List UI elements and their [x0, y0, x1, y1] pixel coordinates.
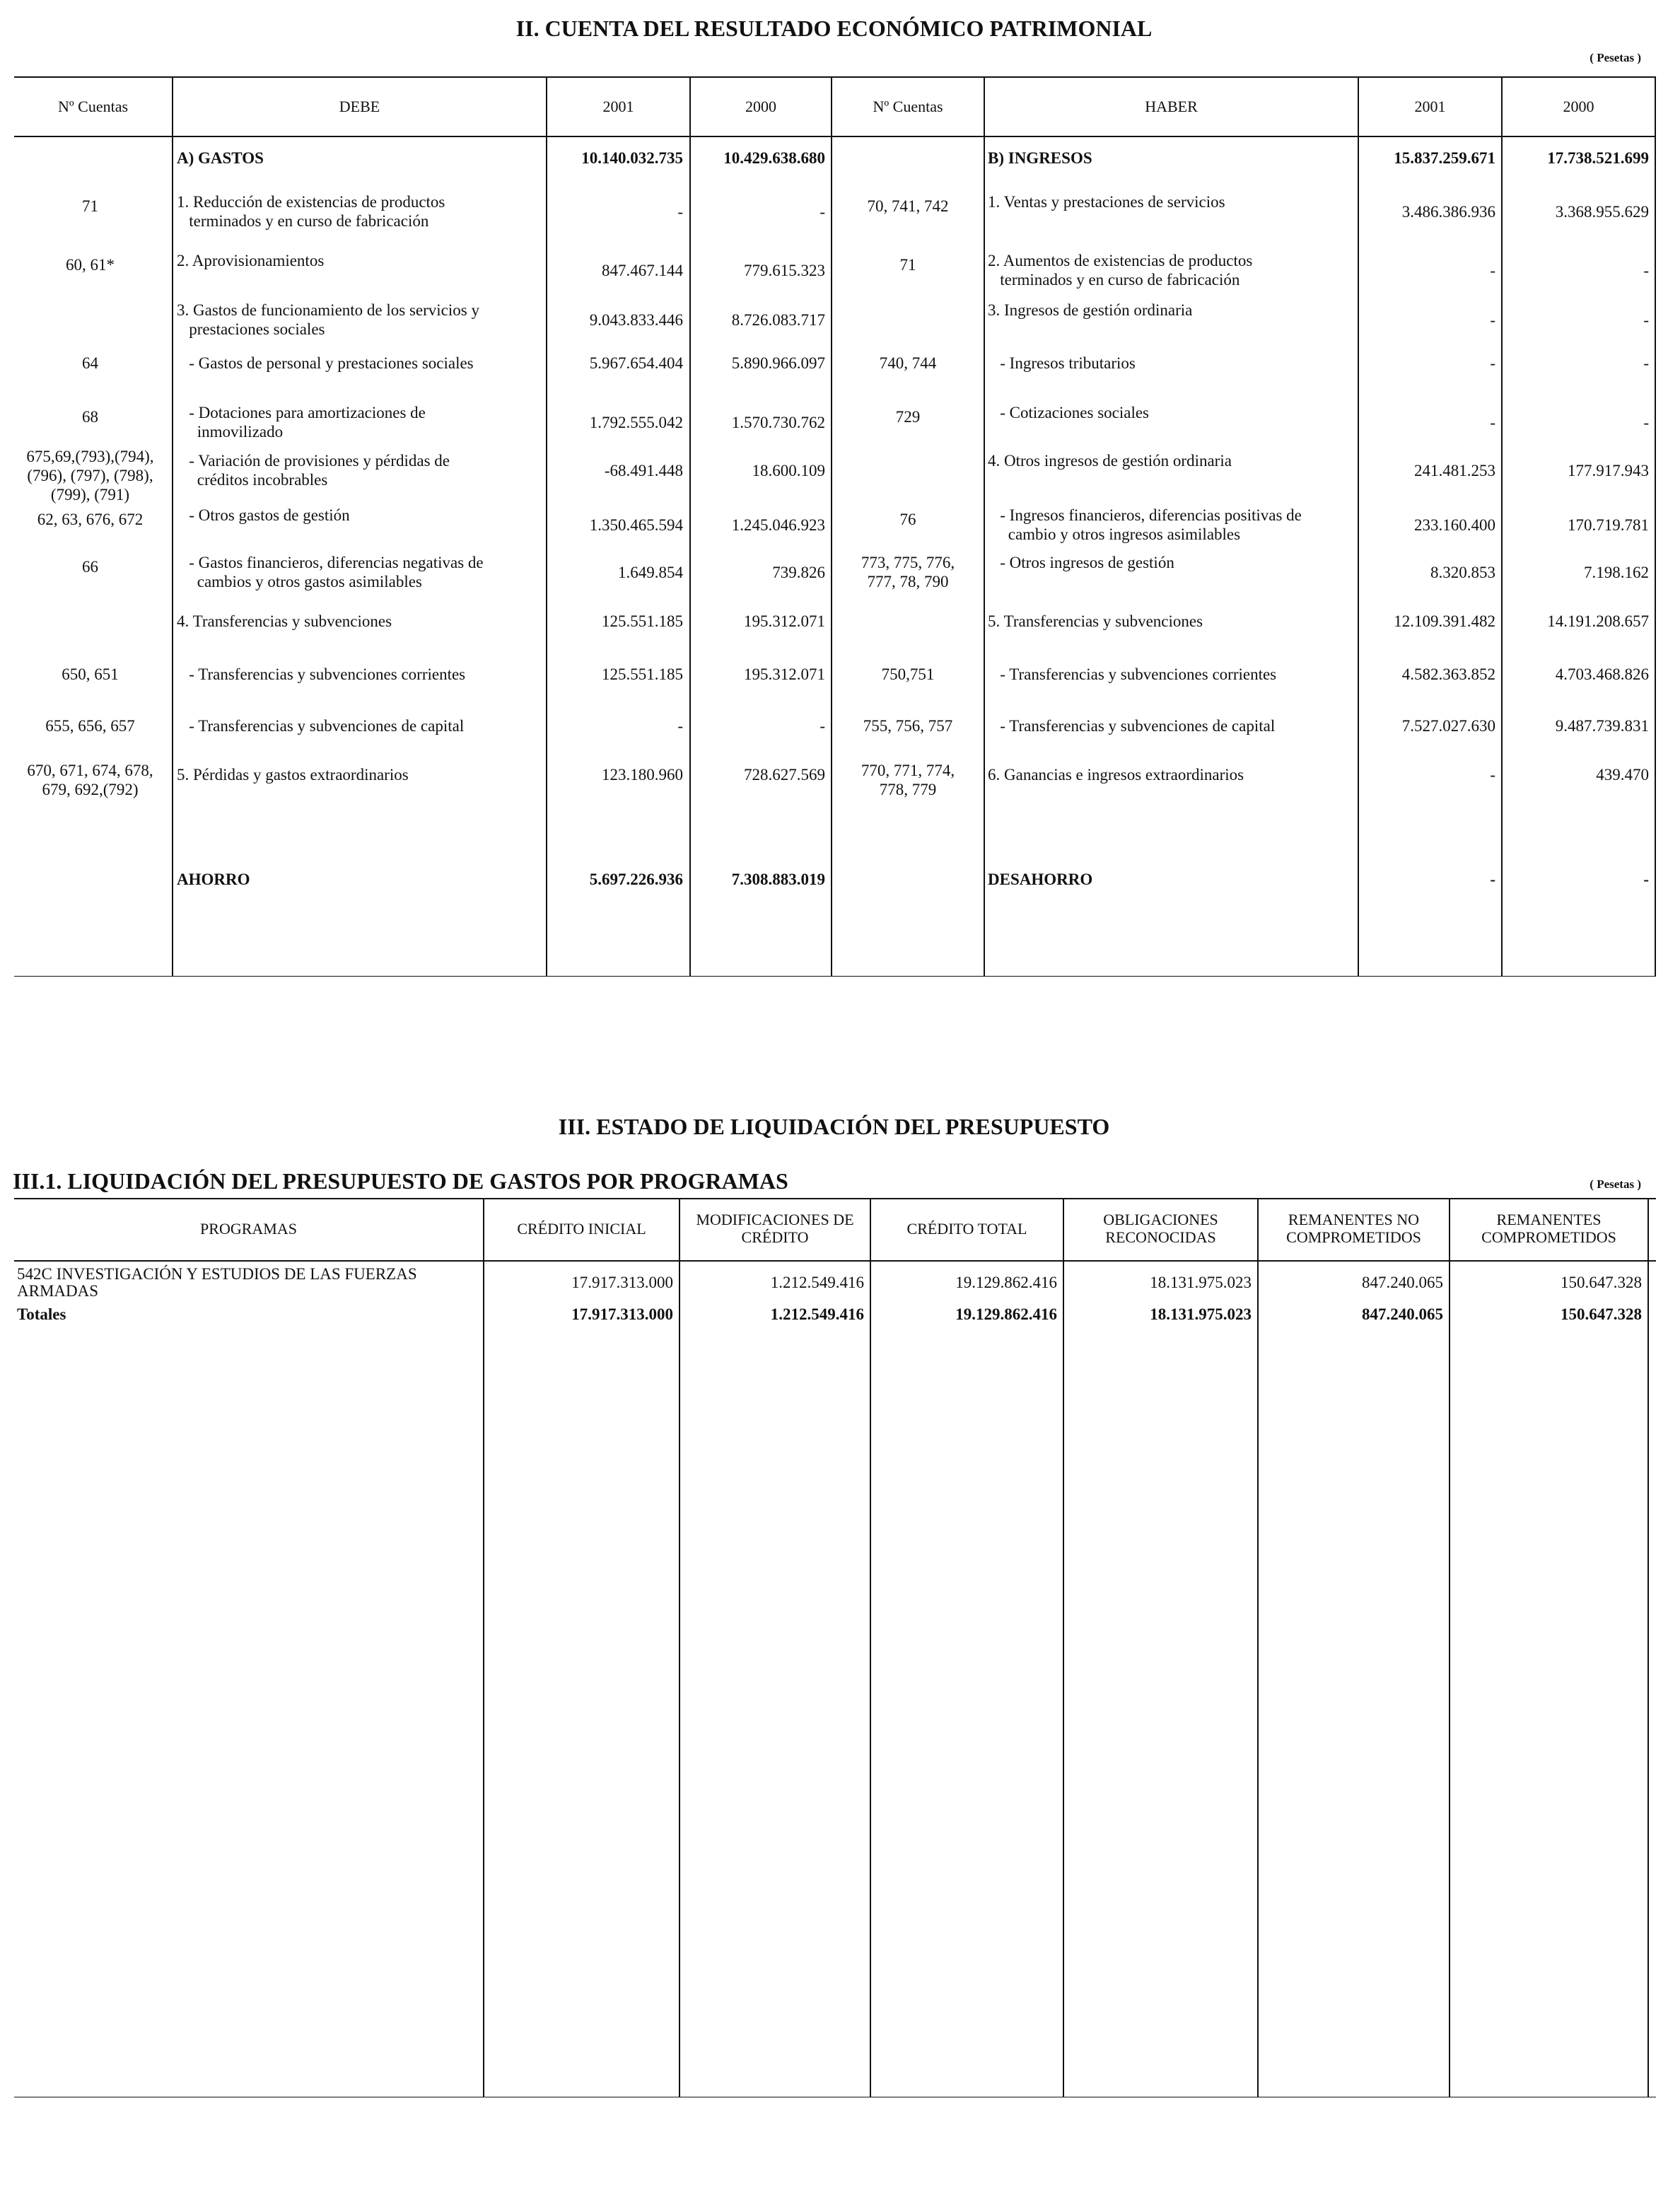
row-debe-label: 2. Aprovisionamientos — [177, 252, 325, 269]
row-haber-2001: 241.481.253 — [1414, 462, 1495, 479]
row-debe-label: 3. Gastos de funcionamiento de los servicios y prestaciones sociales — [177, 301, 479, 338]
row-debe-2000: 1.245.046.923 — [731, 516, 825, 534]
s2-col-divider — [546, 76, 547, 976]
row-haber-2001: 12.109.391.482 — [1394, 612, 1495, 630]
row-debe-2001: 1.649.854 — [618, 564, 683, 581]
s2-top-border — [14, 76, 1656, 78]
row-debe-label: - Dotaciones para amortizaciones de inmovilizado — [189, 404, 426, 441]
row-haber-2001: 3.486.386.936 — [1401, 203, 1495, 221]
row-haber-2001: - — [1490, 414, 1495, 431]
row-cuentas-left: 650, 651 — [62, 665, 119, 683]
row-cuentas-left: 68 — [82, 408, 98, 426]
row-haber-2000: 4.703.468.826 — [1555, 665, 1649, 683]
row-cuentas-right: 773, 775, 776, 777, 78, 790 — [861, 554, 955, 590]
s3-header-cell: PROGRAMAS — [200, 1220, 297, 1238]
row-debe-2001: 125.551.185 — [602, 665, 683, 683]
s3-top-border — [14, 1198, 1656, 1199]
row-haber-label: 6. Ganancias e ingresos extraordinarios — [988, 766, 1244, 784]
row-cuentas-left: 62, 63, 676, 672 — [37, 511, 144, 528]
row-debe-2000: 739.826 — [772, 564, 825, 581]
row-debe-label: - Gastos financieros, diferencias negativas de cambios y otros gastos asimilables — [189, 554, 484, 590]
ahorro-2001: 5.697.226.936 — [589, 871, 683, 888]
row-debe-2001: 1.792.555.042 — [589, 414, 683, 431]
row-debe-label: - Otros gastos de gestión — [177, 506, 350, 524]
row-haber-label: 4. Otros ingresos de gestión ordinaria — [988, 452, 1232, 470]
row-haber-2001: 8.320.853 — [1430, 564, 1495, 581]
row-cuentas-left: 64 — [82, 354, 98, 372]
totals-label: Totales — [17, 1305, 66, 1323]
row-haber-2000: 14.191.208.657 — [1547, 612, 1649, 630]
row-cuentas-right: 755, 756, 757 — [863, 717, 953, 735]
row-debe-label: 5. Pérdidas y gastos extraordinarios — [177, 766, 409, 784]
row-haber-2001: 7.527.027.630 — [1401, 717, 1495, 735]
section2-title: II. CUENTA DEL RESULTADO ECONÓMICO PATRIMONIAL — [515, 16, 1153, 41]
row-haber-2000: - — [1643, 414, 1649, 431]
s2-bottom-border — [14, 976, 1656, 977]
row-haber-label: - Ingresos tributarios — [988, 354, 1136, 372]
row-haber-2000: 9.487.739.831 — [1555, 717, 1649, 735]
row-debe-2000: 10.429.638.680 — [723, 149, 825, 167]
row-cuentas-right: 76 — [899, 511, 916, 528]
row-haber-2000: 17.738.521.699 — [1547, 149, 1649, 167]
row-debe-2001: - — [677, 717, 683, 735]
header-2001-left: 2001 — [602, 98, 634, 115]
totals-value: 18.131.975.023 — [1150, 1305, 1252, 1323]
program-value: 847.240.065 — [1362, 1274, 1443, 1291]
header-2000-left: 2000 — [745, 98, 776, 115]
s3-col-divider — [870, 1198, 871, 2097]
s3-col-divider — [483, 1198, 484, 2097]
program-value: 1.212.549.416 — [770, 1274, 864, 1291]
row-haber-label: - Otros ingresos de gestión — [988, 554, 1174, 571]
row-debe-2000: 8.726.083.717 — [731, 311, 825, 329]
row-cuentas-right: 740, 744 — [879, 354, 937, 372]
desahorro-2001: - — [1490, 871, 1495, 888]
s3-header-cell: CRÉDITO INICIAL — [517, 1220, 646, 1238]
section3-subtitle: III.1. LIQUIDACIÓN DEL PRESUPUESTO DE GASTOS POR PROGRAMAS — [13, 1168, 788, 1194]
row-haber-2001: - — [1490, 766, 1495, 784]
desahorro-2000: - — [1643, 871, 1649, 888]
row-debe-label: - Variación de provisiones y pérdidas de créditos incobrables — [189, 452, 450, 489]
row-haber-2001: 233.160.400 — [1414, 516, 1495, 534]
s3-col-divider — [1647, 1198, 1649, 2097]
row-haber-2001: 15.837.259.671 — [1394, 149, 1495, 167]
row-debe-2001: 847.467.144 — [602, 262, 683, 279]
row-debe-2000: 779.615.323 — [744, 262, 825, 279]
row-haber-2000: 177.917.943 — [1568, 462, 1649, 479]
row-haber-2000: 170.719.781 — [1568, 516, 1649, 534]
row-debe-2000: 18.600.109 — [752, 462, 825, 479]
s2-col-divider — [1501, 76, 1503, 976]
row-haber-label: 5. Transferencias y subvenciones — [988, 612, 1203, 630]
row-haber-label: - Transferencias y subvenciones corrientes — [988, 665, 1277, 683]
row-haber-label: 3. Ingresos de gestión ordinaria — [988, 301, 1193, 319]
section2-unit: ( Pesetas ) — [1590, 51, 1641, 64]
program-value: 150.647.328 — [1561, 1274, 1642, 1291]
row-debe-2001: 123.180.960 — [602, 766, 683, 784]
row-haber-2000: - — [1643, 262, 1649, 279]
row-debe-2001: - — [677, 203, 683, 221]
header-cuentas-right: Nº Cuentas — [873, 98, 943, 115]
s3-header-cell: REMANENTES COMPROMETIDOS — [1481, 1211, 1616, 1246]
s3-header-cell: CRÉDITO TOTAL — [906, 1220, 1027, 1238]
totals-value: 17.917.313.000 — [571, 1305, 673, 1323]
header-2000-right: 2000 — [1563, 98, 1594, 115]
row-haber-label: - Cotizaciones sociales — [988, 404, 1150, 421]
row-debe-2000: 5.890.966.097 — [731, 354, 825, 372]
row-debe-label: - Transferencias y subvenciones corrientes — [177, 665, 466, 683]
row-cuentas-right: 750,751 — [881, 665, 935, 683]
row-cuentas-right: 729 — [895, 408, 921, 426]
program-value: 19.129.862.416 — [955, 1274, 1057, 1291]
row-debe-2001: -68.491.448 — [604, 462, 683, 479]
row-haber-2000: 439.470 — [1596, 766, 1649, 784]
totals-value: 1.212.549.416 — [770, 1305, 864, 1323]
row-debe-label: 4. Transferencias y subvenciones — [177, 612, 392, 630]
header-debe: DEBE — [339, 98, 380, 115]
row-debe-label: - Transferencias y subvenciones de capital — [177, 717, 465, 735]
row-haber-2001: - — [1490, 311, 1495, 329]
s3-col-divider — [1257, 1198, 1259, 2097]
row-debe-2000: - — [820, 203, 825, 221]
row-cuentas-left: 655, 656, 657 — [45, 717, 135, 735]
section3-unit: ( Pesetas ) — [1590, 1177, 1641, 1191]
row-debe-2000: 195.312.071 — [744, 665, 825, 683]
ahorro-label: AHORRO — [177, 871, 250, 888]
row-debe-2000: 195.312.071 — [744, 612, 825, 630]
row-debe-2001: 5.967.654.404 — [589, 354, 683, 372]
row-haber-2001: - — [1490, 354, 1495, 372]
row-haber-label: 1. Ventas y prestaciones de servicios — [988, 193, 1225, 211]
row-haber-label: - Ingresos financieros, diferencias positivas de cambio y otros ingresos asimilables — [1000, 506, 1302, 543]
row-debe-label: A) GASTOS — [177, 149, 264, 167]
row-cuentas-left: 670, 671, 674, 678, 679, 692,(792) — [27, 762, 153, 798]
header-haber: HABER — [1145, 98, 1198, 115]
row-haber-label: B) INGRESOS — [988, 149, 1092, 167]
row-cuentas-right: 70, 741, 742 — [867, 197, 949, 215]
program-name: 542C INVESTIGACIÓN Y ESTUDIOS DE LAS FUERZAS ARMADAS — [17, 1265, 417, 1300]
row-haber-2001: - — [1490, 262, 1495, 279]
s3-header-cell: REMANENTES NO COMPROMETIDOS — [1286, 1211, 1421, 1246]
row-cuentas-left: 66 — [82, 558, 98, 576]
row-debe-2001: 10.140.032.735 — [581, 149, 683, 167]
row-cuentas-left: 675,69,(793),(794), (796), (797), (798), (799), (791) — [26, 448, 154, 503]
s3-col-divider — [1449, 1198, 1450, 2097]
totals-value: 19.129.862.416 — [955, 1305, 1057, 1323]
ahorro-2000: 7.308.883.019 — [731, 871, 825, 888]
totals-value: 150.647.328 — [1561, 1305, 1642, 1323]
program-value: 18.131.975.023 — [1150, 1274, 1252, 1291]
row-cuentas-right: 770, 771, 774, 778, 779 — [861, 762, 955, 798]
s3-header-border — [14, 1260, 1656, 1262]
s2-header-border — [14, 136, 1656, 137]
row-debe-2001: 9.043.833.446 — [589, 311, 683, 329]
s2-col-divider — [984, 76, 985, 976]
program-value: 17.917.313.000 — [571, 1274, 673, 1291]
section3-title: III. ESTADO DE LIQUIDACIÓN DEL PRESUPUESTO — [558, 1114, 1110, 1139]
row-haber-2001: 4.582.363.852 — [1401, 665, 1495, 683]
s2-col-divider — [1655, 76, 1656, 976]
row-haber-label: - Transferencias y subvenciones de capital — [988, 717, 1276, 735]
header-2001-right: 2001 — [1414, 98, 1446, 115]
s2-col-divider — [1358, 76, 1359, 976]
s3-header-cell: OBLIGACIONES RECONOCIDAS — [1103, 1211, 1218, 1246]
row-debe-2001: 125.551.185 — [602, 612, 683, 630]
desahorro-label: DESAHORRO — [988, 871, 1093, 888]
row-debe-label: 1. Reducción de existencias de productos terminados y en curso de fabricación — [177, 193, 445, 230]
row-cuentas-left: 71 — [82, 197, 98, 215]
row-cuentas-right: 71 — [899, 256, 916, 274]
row-debe-2000: 728.627.569 — [744, 766, 825, 784]
row-debe-2001: 1.350.465.594 — [589, 516, 683, 534]
row-haber-2000: - — [1643, 311, 1649, 329]
row-debe-2000: 1.570.730.762 — [731, 414, 825, 431]
row-haber-label: 2. Aumentos de existencias de productos terminados y en curso de fabricación — [988, 252, 1253, 289]
row-haber-2000: - — [1643, 354, 1649, 372]
s3-header-cell: MODIFICACIONES DE CRÉDITO — [696, 1211, 854, 1246]
s3-col-divider — [679, 1198, 680, 2097]
header-cuentas-left: Nº Cuentas — [57, 98, 129, 115]
row-debe-label: - Gastos de personal y prestaciones sociales — [177, 354, 474, 372]
row-haber-2000: 7.198.162 — [1584, 564, 1649, 581]
row-haber-2000: 3.368.955.629 — [1555, 203, 1649, 221]
totals-value: 847.240.065 — [1362, 1305, 1443, 1323]
row-debe-2000: - — [820, 717, 825, 735]
row-cuentas-left: 60, 61* — [66, 256, 115, 274]
s3-col-divider — [1063, 1198, 1064, 2097]
